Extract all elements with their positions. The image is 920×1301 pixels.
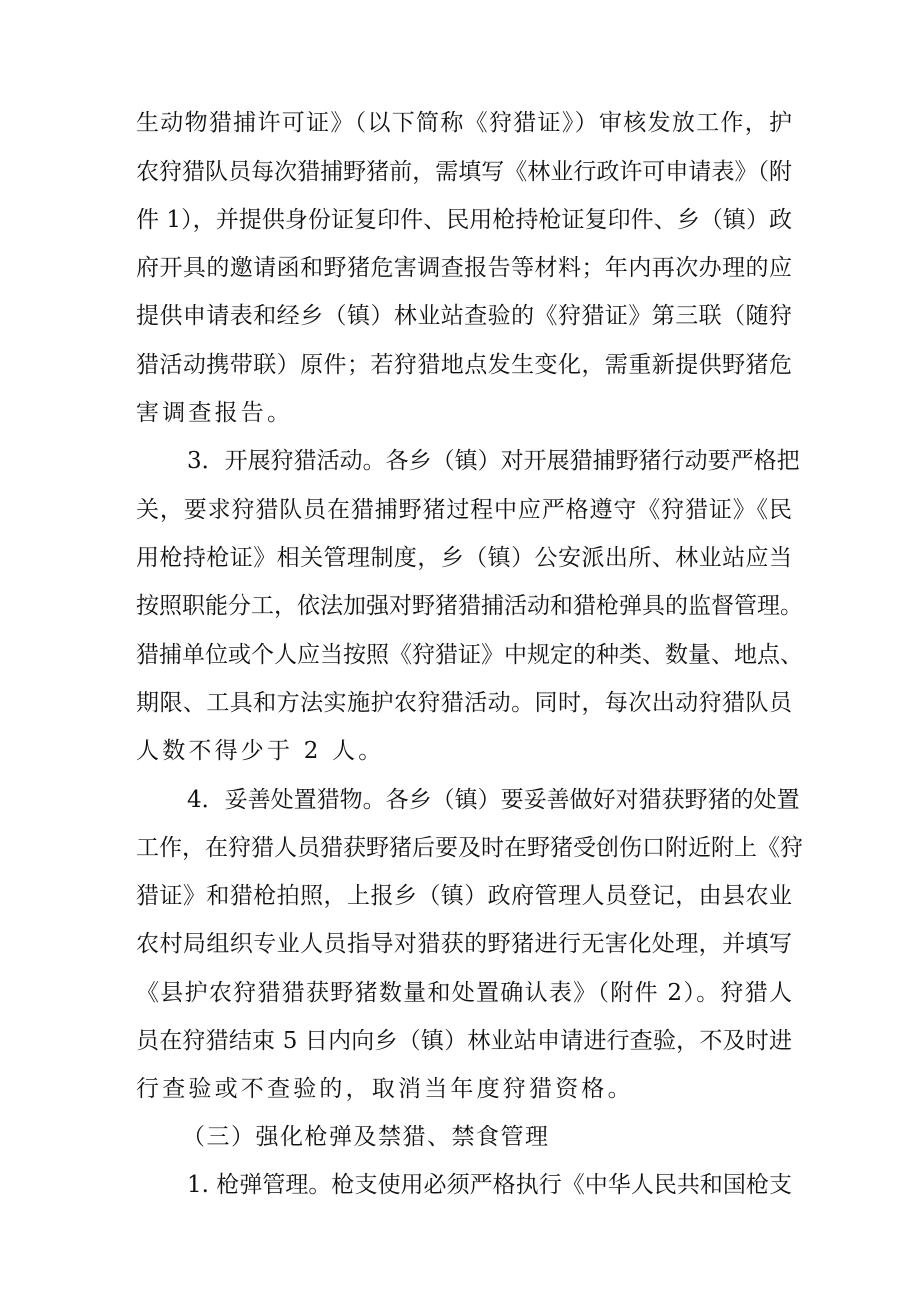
paragraph-line: 农狩猎队员每次猎捕野猪前，需填写《林业行政许可申请表》（附 bbox=[136, 159, 792, 185]
paragraph-line: 府开具的邀请函和野猪危害调查报告等材料；年内再次办理的应 bbox=[136, 255, 792, 281]
paragraph-line: 关，要求狩猎队员在猎捕野猪过程中应严格遵守《狩猎证》《民 bbox=[136, 497, 792, 523]
paragraph-line: 人数不得少于 2 人。 bbox=[136, 738, 385, 764]
paragraph-line: 员在狩猎结束 5 日内向乡（镇）林业站申请进行查验，不及时进 bbox=[136, 1028, 792, 1054]
paragraph-line: 件 1），并提供身份证复印件、民用枪持枪证复印件、乡（镇）政 bbox=[136, 207, 792, 233]
paragraph-line: 行查验或不查验的，取消当年度狩猎资格。 bbox=[136, 1076, 634, 1102]
paragraph-line: 工作，在狩猎人员猎获野猪后要及时在野猪受创伤口附近附上《狩 bbox=[136, 835, 803, 861]
paragraph-line: 猎活动携带联）原件；若狩猎地点发生变化，需重新提供野猪危 bbox=[136, 352, 792, 378]
item-1-heading-line: 1. 枪弹管理。枪支使用必须严格执行《中华人民共和国枪支 bbox=[187, 1172, 792, 1198]
paragraph-line: 提供申请表和经乡（镇）林业站查验的《狩猎证》第三联（随狩 bbox=[136, 303, 792, 329]
item-4-heading-line: 4．妥善处置猎物。各乡（镇）要妥善做好对猎获野猪的处置 bbox=[187, 787, 800, 813]
paragraph-line: 农村局组织专业人员指导对猎获的野猪进行无害化处理，并填写 bbox=[136, 931, 792, 957]
paragraph-line: 按照职能分工，依法加强对野猪猎捕活动和猎枪弹具的监督管理。 bbox=[136, 593, 803, 619]
paragraph-line: 《县护农狩猎猎获野猪数量和处置确认表》（附件 2）。狩猎人 bbox=[136, 980, 792, 1006]
paragraph-line: 期限、工具和方法实施护农狩猎活动。同时，每次出动狩猎队员 bbox=[136, 690, 792, 716]
paragraph-line: 害调查报告。 bbox=[136, 400, 294, 426]
paragraph-line: 猎证》和猎枪拍照，上报乡（镇）政府管理人员登记，由县农业 bbox=[136, 883, 792, 909]
item-3-heading-line: 3．开展狩猎活动。各乡（镇）对开展猎捕野猪行动要严格把 bbox=[187, 448, 800, 474]
paragraph-line: 用枪持枪证》相关管理制度，乡（镇）公安派出所、林业站应当 bbox=[136, 545, 792, 571]
paragraph-line: 猎捕单位或个人应当按照《狩猎证》中规定的种类、数量、地点、 bbox=[136, 642, 803, 668]
section-heading: （三）强化枪弹及禁猎、禁食管理 bbox=[182, 1124, 550, 1150]
paragraph-line: 生动物猎捕许可证》（以下简称《狩猎证》）审核发放工作，护 bbox=[136, 110, 792, 136]
